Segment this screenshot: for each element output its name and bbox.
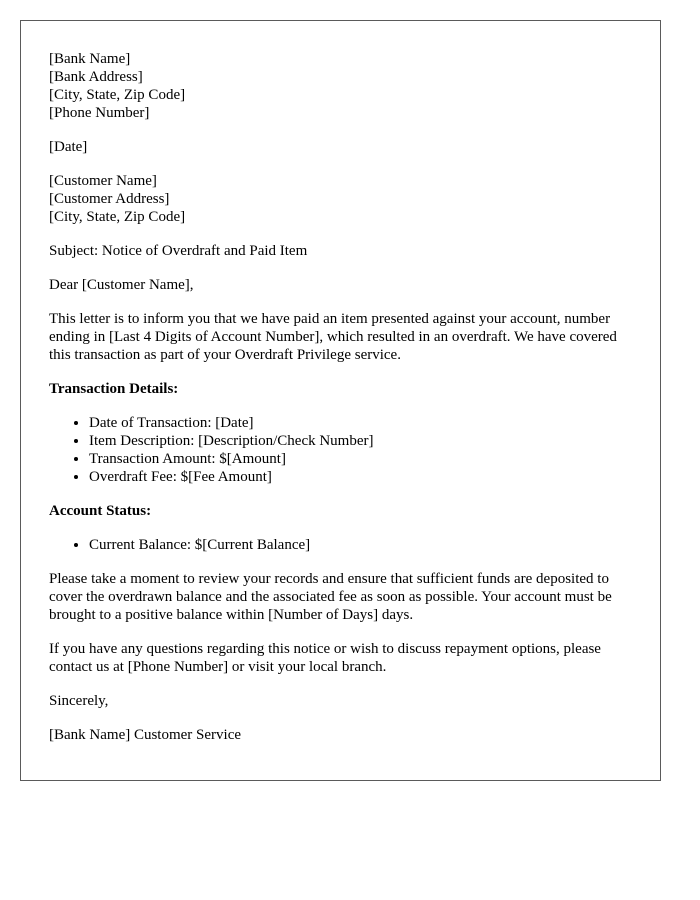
list-item: • Current Balance: $[Current Balance] <box>89 536 632 554</box>
list-item: • Transaction Amount: $[Amount] <box>89 450 632 468</box>
sender-bank-address: [Bank Address] <box>49 69 143 85</box>
signature: [Bank Name] Customer Service <box>49 727 242 743</box>
letter-page <box>20 20 661 781</box>
sender-address-block <box>49 50 632 122</box>
sender-phone: [Phone Number] <box>49 105 150 121</box>
account-status-list <box>49 536 632 554</box>
list-item: • Overdraft Fee: $[Fee Amount] <box>89 468 632 486</box>
closing: Sincerely, <box>49 693 109 709</box>
recipient-address: [Customer Address] <box>49 191 170 207</box>
recipient-city-state-zip: [City, State, Zip Code] <box>49 209 186 225</box>
recipient-name: [Customer Name] <box>49 173 157 189</box>
letter-date: [Date] <box>49 139 88 155</box>
intro-paragraph: This letter is to inform you that we have paid an item presented against your account, number ending in [Last 4 Digits of Account Number], which resulted in an overdraft. We have covered this transaction as part of your Overdraft Privilege service. <box>49 311 617 363</box>
transaction-details-list <box>49 414 632 486</box>
recipient-address-block <box>49 172 632 226</box>
list-item: • Item Description: [Description/Check Number] <box>89 432 632 450</box>
account-status-heading: Account Status: <box>49 503 152 519</box>
letter-subject: Subject: Notice of Overdraft and Paid Item <box>49 243 308 259</box>
list-item: • Date of Transaction: [Date] <box>89 414 632 432</box>
transaction-details-heading: Transaction Details: <box>49 381 179 397</box>
review-paragraph: Please take a moment to review your records and ensure that sufficient funds are deposited to cover the overdrawn balance and the associated fee as soon as possible. Your account must be brought to a positive balance within [Number of Days] days. <box>49 571 612 623</box>
salutation: Dear [Customer Name], <box>49 277 194 293</box>
contact-paragraph: If you have any questions regarding this notice or wish to discuss repayment options, please contact us at [Phone Number] or visit your local branch. <box>49 641 601 675</box>
sender-city-state-zip: [City, State, Zip Code] <box>49 87 186 103</box>
sender-bank-name: [Bank Name] <box>49 51 131 67</box>
